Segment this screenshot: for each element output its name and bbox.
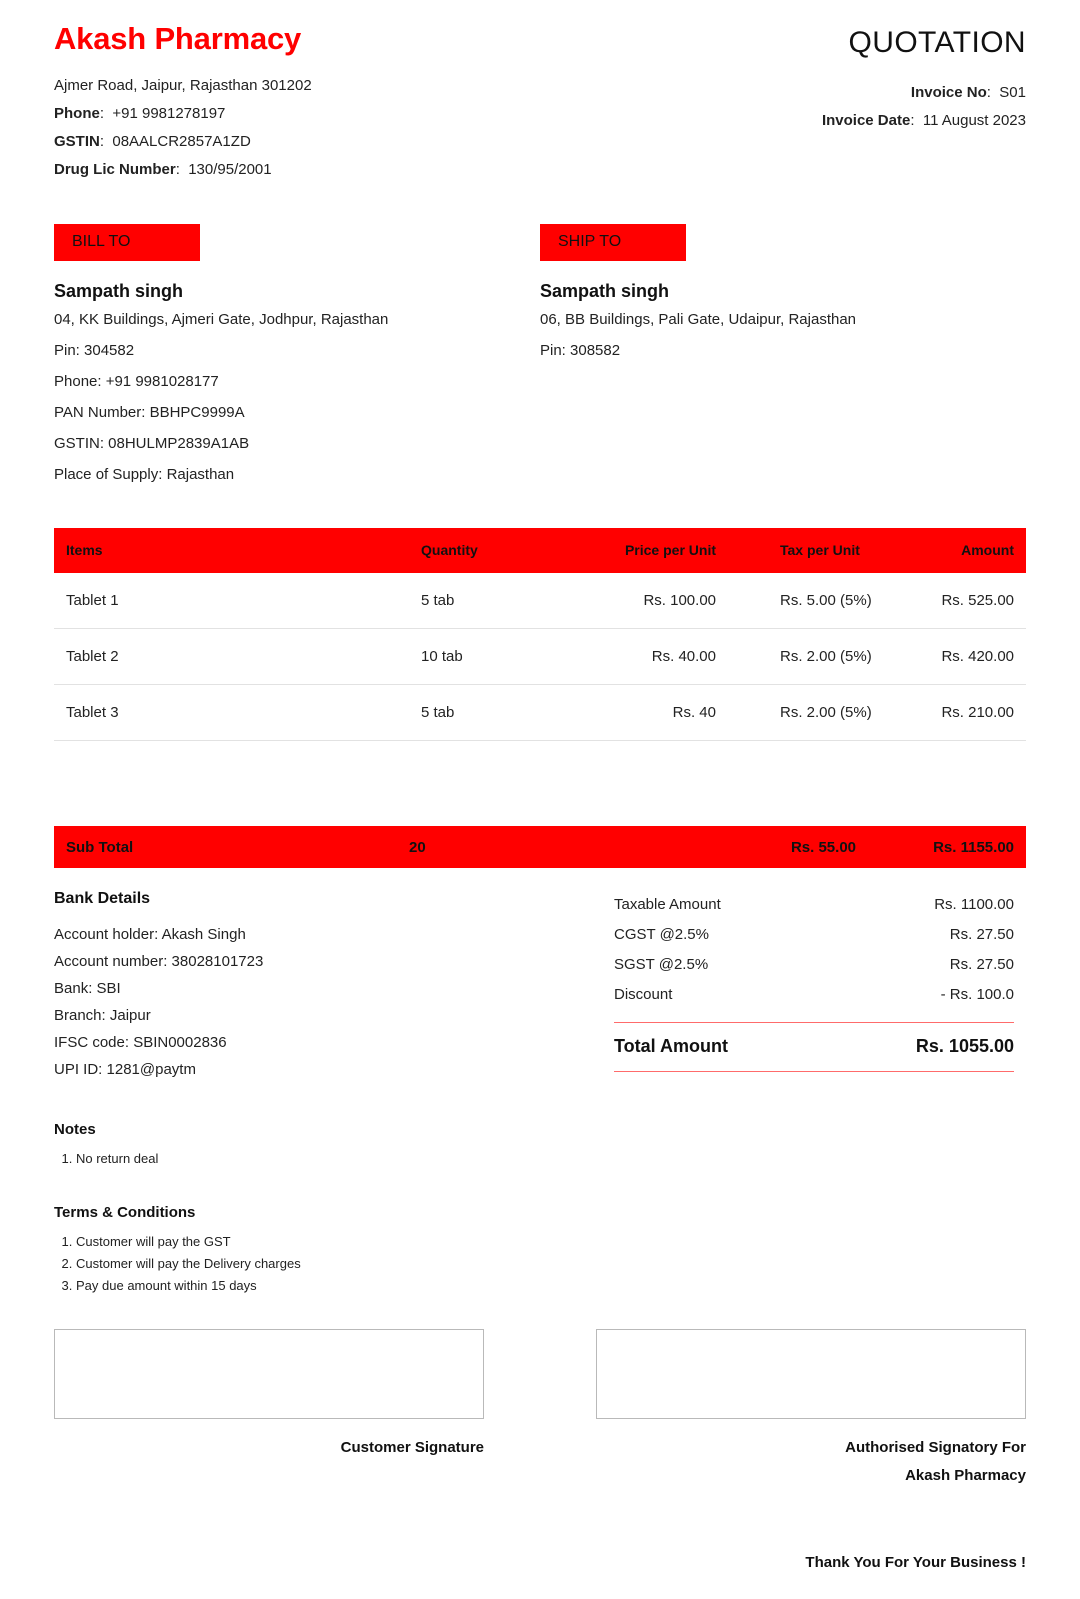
ship-to-address: 06, BB Buildings, Pali Gate, Udaipur, Rajasthan bbox=[540, 311, 857, 329]
bank-and-totals bbox=[54, 890, 1026, 1083]
bill-to-phone: Phone: +91 9981028177 bbox=[54, 373, 219, 391]
notes-title: Notes bbox=[54, 1121, 96, 1139]
terms-section bbox=[54, 1204, 1026, 1297]
company-phone: Phone: +91 9981278197 bbox=[54, 105, 226, 123]
items-table-head bbox=[54, 528, 1026, 573]
invoice-date-value: 11 August 2023 bbox=[922, 112, 1026, 129]
notes-list bbox=[54, 1148, 1026, 1170]
bill-to-name: Sampath singh bbox=[54, 281, 184, 302]
authorised-caption-line1: Authorised Signatory For bbox=[845, 1439, 1026, 1457]
cell-quantity: 10 tab bbox=[421, 629, 566, 685]
items-table-body bbox=[54, 573, 1026, 741]
totals-row-sgst bbox=[614, 950, 1014, 980]
items-header-row bbox=[54, 528, 1026, 573]
list-item: 3. Pay due amount within 15 days bbox=[76, 1275, 1026, 1297]
invoice-number-label: Invoice No bbox=[910, 84, 987, 101]
cell-tax: Rs. 2.00 (5%) bbox=[774, 629, 940, 685]
notes-section bbox=[54, 1121, 1026, 1170]
cell-price: Rs. 40.00 bbox=[566, 629, 774, 685]
bank-account-holder: Account holder: Akash Singh bbox=[54, 926, 246, 944]
totals-row-taxable bbox=[614, 890, 1014, 920]
bank-details-title: Bank Details bbox=[54, 890, 151, 908]
totals-row-discount bbox=[614, 980, 1014, 1010]
cell-item: Tablet 1 bbox=[54, 573, 421, 629]
grand-total-label: Total Amount bbox=[614, 1036, 728, 1057]
company-phone-label: Phone bbox=[54, 105, 100, 123]
col-tax-per-unit: Tax per Unit bbox=[774, 528, 940, 573]
footer-thanks: Thank You For Your Business ! bbox=[805, 1554, 1026, 1572]
company-gstin-value: 08AALCR2857A1ZD bbox=[112, 133, 251, 151]
invoice-meta-block bbox=[822, 22, 1026, 135]
bill-to-address: 04, KK Buildings, Ajmeri Gate, Jodhpur, Rajasthan bbox=[54, 311, 389, 329]
totals-value-taxable: Rs. 1100.00 bbox=[934, 896, 1014, 914]
invoice-number-value: S01 bbox=[999, 84, 1026, 101]
subtotal-row bbox=[54, 826, 1026, 868]
table-row bbox=[54, 629, 1026, 685]
cell-amount: Rs. 210.00 bbox=[940, 685, 1026, 741]
invoice-number-row: Invoice No: S01 bbox=[910, 84, 1026, 101]
cell-amount: Rs. 525.00 bbox=[940, 573, 1026, 629]
authorised-signature-col bbox=[596, 1329, 1026, 1490]
invoice-date-label: Invoice Date bbox=[821, 112, 911, 129]
ship-to-badge: SHIP TO bbox=[540, 224, 686, 261]
subtotal-tax: Rs. 55.00 bbox=[790, 838, 856, 856]
bank-name: Bank: SBI bbox=[54, 980, 121, 998]
totals-label-taxable: Taxable Amount bbox=[614, 896, 721, 914]
company-name: Akash Pharmacy bbox=[54, 21, 302, 56]
cell-quantity: 5 tab bbox=[421, 685, 566, 741]
customer-signature-col bbox=[54, 1329, 484, 1490]
subtotal-amount: Rs. 1155.00 bbox=[933, 838, 1014, 856]
signatures-section bbox=[54, 1329, 1026, 1490]
authorised-signature-box[interactable] bbox=[596, 1329, 1026, 1419]
grand-total-value: Rs. 1055.00 bbox=[915, 1036, 1014, 1057]
ship-to-pin: Pin: 308582 bbox=[540, 342, 621, 360]
seller-block bbox=[54, 22, 312, 184]
list-item: 2. Customer will pay the Delivery charges bbox=[76, 1253, 1026, 1275]
cell-price: Rs. 100.00 bbox=[566, 573, 774, 629]
totals-label-cgst: CGST @2.5% bbox=[614, 926, 709, 944]
totals-value-sgst: Rs. 27.50 bbox=[949, 956, 1014, 974]
bank-upi-id: UPI ID: 1281@paytm bbox=[54, 1061, 196, 1079]
list-item: 1. No return deal bbox=[76, 1148, 1026, 1170]
bill-to-pin: Pin: 304582 bbox=[54, 342, 135, 360]
col-quantity: Quantity bbox=[421, 528, 566, 573]
table-row bbox=[54, 573, 1026, 629]
grand-total-row bbox=[614, 1023, 1014, 1072]
subtotal-quantity: 20 bbox=[409, 838, 426, 856]
authorised-caption-line2: Akash Pharmacy bbox=[905, 1467, 1026, 1485]
customer-signature-caption: Customer Signature bbox=[340, 1439, 484, 1457]
cell-item: Tablet 3 bbox=[54, 685, 421, 741]
totals-label-discount: Discount bbox=[614, 986, 673, 1004]
invoice-header bbox=[54, 22, 1026, 184]
company-gstin-label: GSTIN bbox=[54, 133, 100, 151]
company-address: Ajmer Road, Jaipur, Rajasthan 301202 bbox=[54, 77, 312, 95]
ship-to-block bbox=[540, 224, 1026, 488]
cell-amount: Rs. 420.00 bbox=[940, 629, 1026, 685]
col-amount: Amount bbox=[940, 528, 1026, 573]
bank-account-number: Account number: 38028101723 bbox=[54, 953, 264, 971]
bill-to-block bbox=[54, 224, 540, 488]
col-items: Items bbox=[54, 528, 421, 573]
totals-block bbox=[614, 890, 1026, 1083]
document-title: QUOTATION bbox=[848, 26, 1026, 59]
cell-tax: Rs. 5.00 (5%) bbox=[774, 573, 940, 629]
bill-to-place-of-supply: Place of Supply: Rajasthan bbox=[54, 466, 235, 484]
company-phone-value: +91 9981278197 bbox=[112, 105, 226, 123]
bill-to-pan: PAN Number: BBHPC9999A bbox=[54, 404, 245, 422]
cell-tax: Rs. 2.00 (5%) bbox=[774, 685, 940, 741]
terms-list bbox=[54, 1231, 1026, 1297]
company-drug-lic-value: 130/95/2001 bbox=[188, 161, 272, 179]
bank-details bbox=[54, 890, 614, 1083]
bank-branch: Branch: Jaipur bbox=[54, 1007, 151, 1025]
authorised-signature-caption bbox=[596, 1434, 1026, 1490]
table-row bbox=[54, 685, 1026, 741]
totals-row-cgst bbox=[614, 920, 1014, 950]
cell-item: Tablet 2 bbox=[54, 629, 421, 685]
cell-quantity: 5 tab bbox=[421, 573, 566, 629]
cell-price: Rs. 40 bbox=[566, 685, 774, 741]
terms-title: Terms & Conditions bbox=[54, 1204, 196, 1222]
items-table bbox=[54, 528, 1026, 741]
totals-value-cgst: Rs. 27.50 bbox=[949, 926, 1014, 944]
company-drug-lic-label: Drug Lic Number bbox=[54, 161, 176, 179]
parties-section bbox=[54, 224, 1026, 488]
company-gstin: GSTIN: 08AALCR2857A1ZD bbox=[54, 133, 251, 151]
list-item: 1. Customer will pay the GST bbox=[76, 1231, 1026, 1253]
invoice-meta bbox=[822, 79, 1026, 135]
totals-value-discount: - Rs. 100.0 bbox=[940, 986, 1014, 1004]
company-drug-lic: Drug Lic Number: 130/95/2001 bbox=[54, 161, 272, 179]
subtotal-label: Sub Total bbox=[66, 838, 134, 856]
totals-label-sgst: SGST @2.5% bbox=[614, 956, 709, 974]
invoice-date-row: Invoice Date: 11 August 2023 bbox=[821, 112, 1026, 129]
bill-to-gstin: GSTIN: 08HULMP2839A1AB bbox=[54, 435, 250, 453]
bank-ifsc: IFSC code: SBIN0002836 bbox=[54, 1034, 227, 1052]
ship-to-name: Sampath singh bbox=[540, 281, 670, 302]
col-price-per-unit: Price per Unit bbox=[566, 528, 774, 573]
bill-to-badge: BILL TO bbox=[54, 224, 200, 261]
customer-signature-box[interactable] bbox=[54, 1329, 484, 1419]
